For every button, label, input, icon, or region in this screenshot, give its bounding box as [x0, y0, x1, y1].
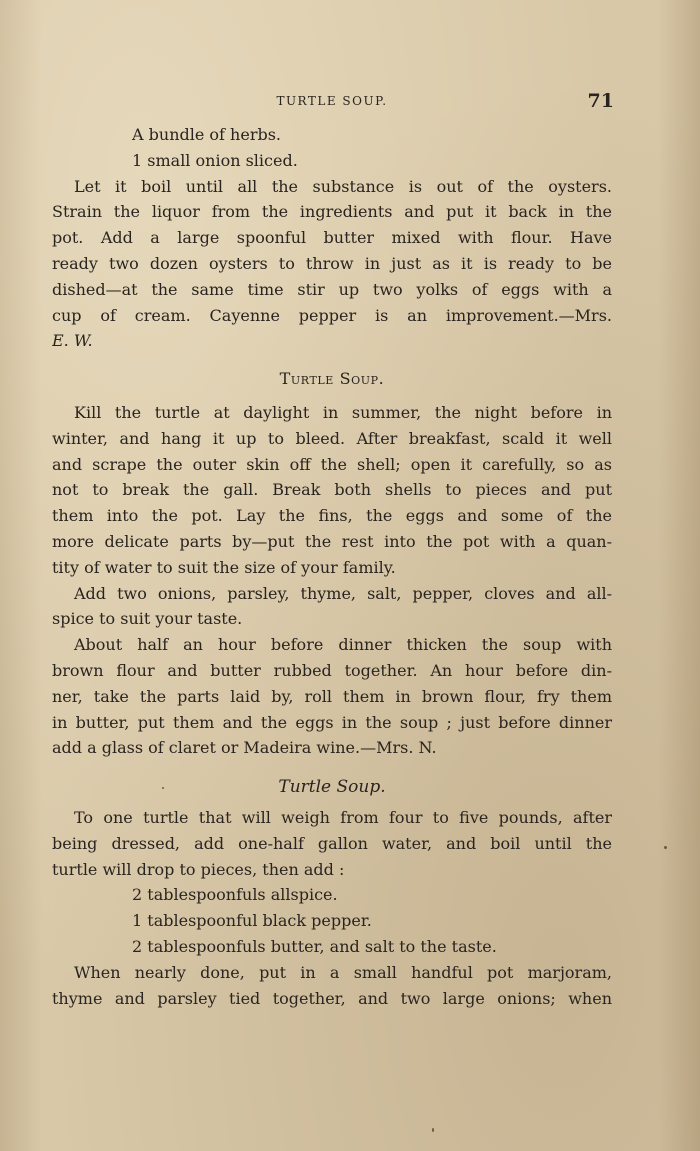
paper-speck: [162, 787, 164, 789]
text-line: dished—at the same time stir up two yolks of eggs with a: [52, 279, 612, 299]
book-page: [52, 86, 612, 1011]
ingredient-line: 2 tablespoonfuls allspice.: [132, 885, 338, 905]
text-line: not to break the gall. Break both shells to pieces and put: [52, 480, 612, 500]
text-line: Let it boil until all the substance is out of the oysters.: [74, 176, 612, 196]
ingredient-line: A bundle of herbs.: [132, 125, 282, 144]
body-text: [52, 122, 612, 1011]
text-line: turtle will drop to pieces, then add :: [52, 859, 345, 879]
text-line: cup of cream. Cayenne pepper is an improvement.—Mrs.: [52, 305, 612, 325]
text-line: add a glass of claret or Madeira wine.—Mrs. N.: [52, 738, 437, 758]
text-line: ready two dozen oysters to throw in just as it is ready to be: [52, 253, 612, 273]
ingredient-line: 1 small onion sliced.: [132, 150, 298, 170]
text-line: Kill the turtle at daylight in summer, the night before in: [74, 402, 612, 422]
text-line: thyme and parsley tied together, and two large onions; when: [52, 988, 612, 1008]
text-line: When nearly done, put in a small handful pot marjoram,: [74, 962, 612, 982]
text-line: Strain the liquor from the ingredients and put it back in the: [52, 202, 612, 222]
paper-speck: [432, 1128, 434, 1132]
text-line: and scrape the outer skin off the shell; open it carefully, so as: [52, 454, 612, 474]
running-head: [52, 86, 612, 116]
section-heading: Turtle Soup.: [279, 369, 385, 389]
section-heading: Turtle Soup.: [278, 777, 386, 798]
text-line: tity of water to suit the size of your family.: [52, 557, 396, 577]
text-line: them into the pot. Lay the fins, the eggs and some of the: [52, 506, 612, 526]
text-line: ner, take the parts laid by, roll them in brown flour, fry them: [52, 686, 612, 706]
text-line: Add two onions, parsley, thyme, salt, pepper, cloves and all-: [74, 583, 612, 603]
text-line: winter, and hang it up to bleed. After breakfast, scald it well: [52, 428, 612, 448]
text-line: more delicate parts by—put the rest into the pot with a quan-: [52, 531, 612, 551]
text-line: spice to suit your taste.: [52, 609, 243, 629]
text-line: To one turtle that will weigh from four to five pounds, after: [74, 807, 612, 827]
paper-speck: [664, 846, 667, 849]
text-line: in butter, put them and the eggs in the soup ; just before dinner: [52, 712, 612, 732]
ingredient-line: 1 tablespoonful black pepper.: [132, 911, 372, 931]
text-line: E. W.: [52, 331, 93, 351]
running-title: TURTLE SOUP.: [276, 94, 388, 108]
text-line: brown flour and butter rubbed together. An hour before din-: [52, 660, 612, 680]
text-line: pot. Add a large spoonful butter mixed with flour. Have: [52, 228, 612, 248]
text-line: being dressed, add one-half gallon water, and boil until the: [52, 833, 612, 853]
text-line: About half an hour before dinner thicken the soup with: [74, 635, 612, 655]
ingredient-line: 2 tablespoonfuls butter, and salt to the taste.: [132, 936, 497, 956]
page-number: 71: [587, 90, 614, 112]
